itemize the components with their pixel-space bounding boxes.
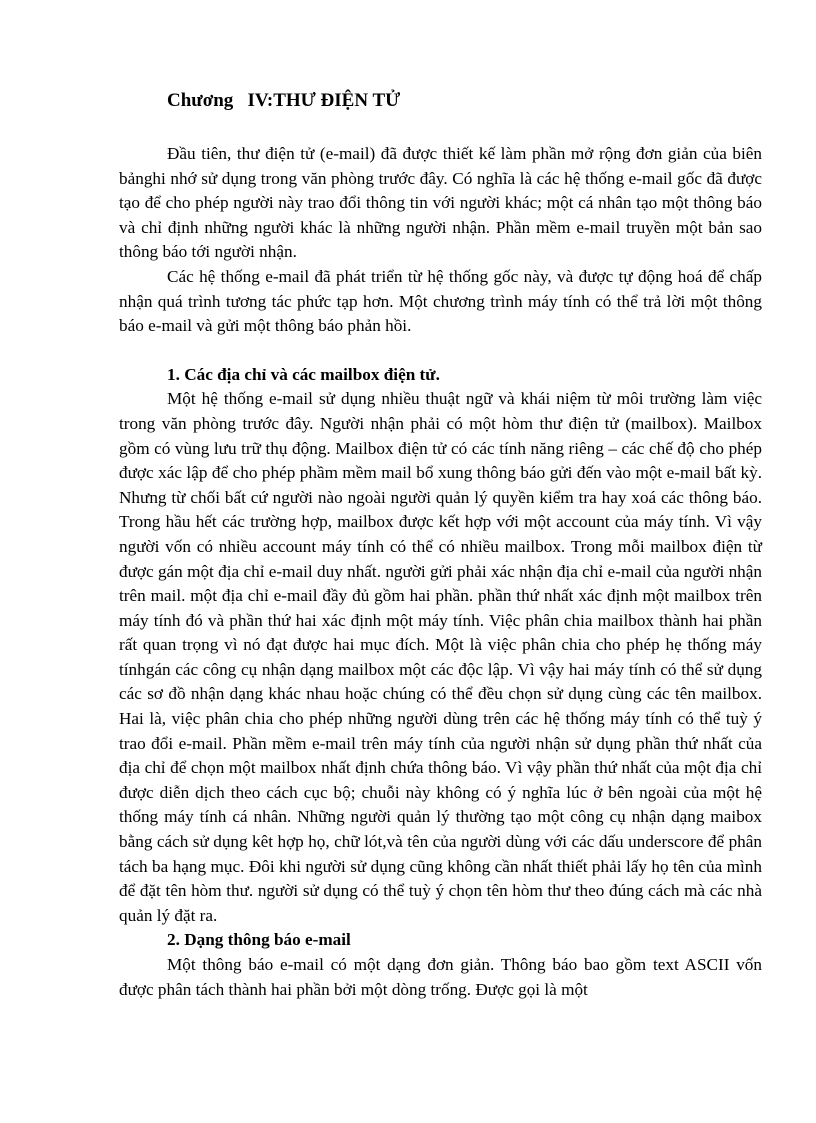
document-page [119,88,762,1002]
section-2-heading: 2. Dạng thông báo e-mail [167,930,351,950]
section-1-heading: 1. Các địa chỉ và các mailbox điện tử. [167,364,440,384]
section-2-paragraph: Một thông báo e-mail có một dạng đơn giản. Thông báo bao gồm text ASCII vốn được phân tách thành hai phần bởi một dòng trống. Được gọi là một [119,955,762,999]
intro-paragraph-1: Đầu tiên, thư điện tử (e-mail) đã được thiết kế làm phần mở rộng đơn giản của biên bảnghi nhớ sử dụng trong văn phòng trước đây. Có nghĩa là các hệ thống e-mail gốc đã được tạo để cho phép người này trao đổi thông tin với người khác; một cá nhân tạo một thông báo và chỉ định những người khác là những người nhận. Phần mềm e-mail truyền một bản sao thông báo tới người nhận. [119,144,762,262]
section-1-paragraph: Một hệ thống e-mail sử dụng nhiều thuật ngữ và khái niệm từ môi trường làm việc trong văn phòng trước đây. Người nhận phải có một hòm thư điện tử (mailbox). Mailbox gồm có vùng lưu trữ thụ động. Mailbox điện tử có các tính năng riêng – các chế độ cho phép được xác lập để cho phép phầm mềm mail bổ xung thông báo gửi đến vào một e-mail bất kỳ. Nhưng từ chối bất cứ người nào ngoài người quản lý quyền kiểm tra hay xoá các thông báo. Trong hầu hết các trường hợp, mailbox được kết hợp với một account của máy tính. Vì vậy người vốn có nhiều account máy tính có thể có nhiều mailbox. Trong mỗi mailbox điện từ được gán một địa chỉ e-mail duy nhất. người gửi phải xác nhận địa chỉ e-mail của người nhận trên mail. một địa chỉ e-mail đầy đủ gồm hai phần. phần thứ nhất xác định một mailbox trên máy tính đó và phần thứ hai xác định một máy tính. Việc phân chia mailbox thành hai phần rất quan trọng vì nó đạt được hai mục đích. Một là việc phân chia cho phép hẹ thống máy tínhgán các công cụ nhận dạng mailbox một các độc lập. Vì vậy hai máy tính có thể sử dụng các sơ đồ nhận dạng khác nhau hoặc chúng có thể đều chọn sử dụng cùng các tên mailbox. Hai là, việc phân chia cho phép những người dùng trên các hệ thống máy tính có thể tuỳ ý trao đổi e-mail. Phần mềm e-mail trên máy tính của người nhận sử dụng phần thứ nhất của địa chỉ để chọn một mailbox nhất định chứa thông báo. Vì vậy phần thứ nhất của một địa chỉ được diễn dịch theo cách cục bộ; chuỗi này không có ý nghĩa lúc ở bên ngoài của một hệ thống máy tính cá nhân. Những người quản lý thường tạo một công cụ nhận dạng maibox bằng cách sử dụng kêt hợp họ, chữ lót,và tên của người dùng với các dấu underscore để phân tách ba hạng mục. Đôi khi người sử dụng cũng không cần nhất thiết phải lấy họ tên của mình để đặt tên hòm thư. người sử dụng có thể tuỳ ý chọn tên hòm thư theo đúng cách mà các nhà quản lý đặt ra. [119,389,762,925]
chapter-title: Chương IV:THƯ ĐIỆN TỬ [167,90,401,111]
intro-paragraph-2: Các hệ thống e-mail đã phát triển từ hệ thống gốc này, và được tự động hoá để chấp nhận quá trình tương tác phức tạp hơn. Một chương trình máy tính có thể trả lời một thông báo e-mail và gửi một thông báo phản hồi. [119,266,762,336]
